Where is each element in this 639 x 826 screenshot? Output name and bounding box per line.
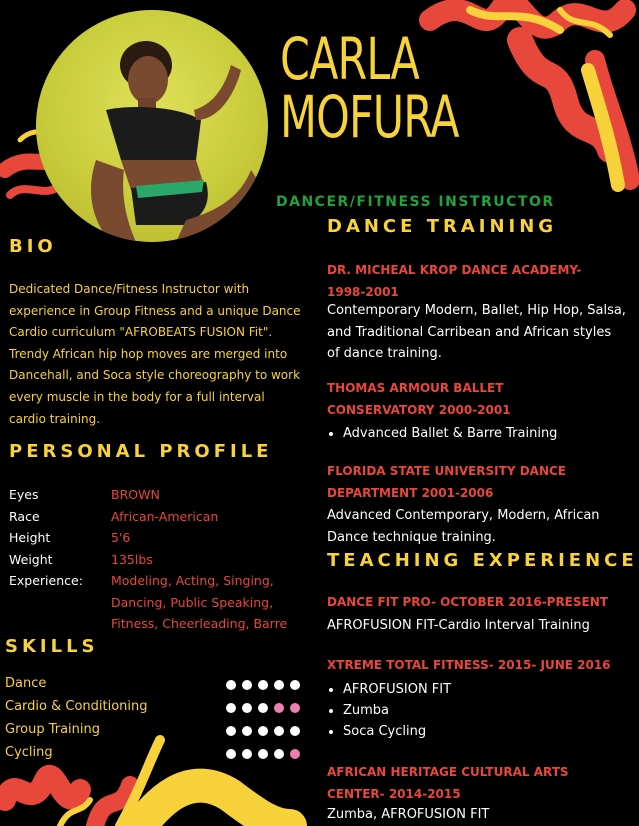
profile-label: Eyes <box>9 487 39 502</box>
teaching-institution: XTREME TOTAL FITNESS- 2015- JUNE 2016 <box>327 658 611 672</box>
rating-dot-filled <box>242 680 252 690</box>
personal-profile-heading: PERSONAL PROFILE <box>9 441 273 462</box>
rating-dot-empty <box>290 749 300 759</box>
rating-dot-filled <box>226 680 236 690</box>
skills-heading: SKILLS <box>5 636 99 657</box>
rating-dot-filled <box>242 726 252 736</box>
bio-heading: BIO <box>9 236 57 257</box>
skill-name: Group Training <box>5 722 101 737</box>
bio-text: Dedicated Dance/Fitness Instructor with experience in Group Fitness and a unique Dance Cardio curriculum "AFROBEATS FUSION Fit". Trendy African hip hop moves are merged into Dancehall, and Soca style choreography to work every muscle in the body for a full interval cardio training. <box>9 282 301 426</box>
skill-name: Cycling <box>5 745 53 760</box>
training-description: Advanced Contemporary, Modern, African Dance technique training. <box>327 508 600 545</box>
training-institution: THOMAS ARMOUR BALLET CONSERVATORY 2000-2001 <box>327 381 511 417</box>
skill-name: Cardio & Conditioning <box>5 699 148 714</box>
skill-name: Dance <box>5 676 47 691</box>
portrait-of-dancer-image <box>36 10 268 242</box>
profile-value: 5'6 <box>111 530 131 545</box>
rating-dot-filled <box>290 680 300 690</box>
dance-training-heading: DANCE TRAINING <box>327 216 558 237</box>
teaching-institution: AFRICAN HERITAGE CULTURAL ARTS CENTER- 2014-2015 <box>327 765 569 801</box>
teaching-bullet: • AFROFUSION FIT <box>343 679 451 700</box>
rating-dot-filled <box>258 726 268 736</box>
rating-dot-filled <box>226 726 236 736</box>
first-name: CARLA <box>280 25 419 93</box>
rating-dot-filled <box>258 680 268 690</box>
job-title: DANCER/FITNESS INSTRUCTOR <box>276 194 555 210</box>
last-name: MOFURA <box>280 83 459 151</box>
rating-dot-filled <box>242 703 252 713</box>
rating-dot-empty <box>274 703 284 713</box>
profile-value: BROWN <box>111 487 160 502</box>
rating-dot-filled <box>290 726 300 736</box>
training-institution: DR. MICHEAL KROP DANCE ACADEMY- 1998-2001 <box>327 263 582 299</box>
rating-dot-filled <box>242 749 252 759</box>
training-institution: FLORIDA STATE UNIVERSITY DANCE DEPARTMENT 2001-2006 <box>327 464 566 500</box>
profile-label: Experience: <box>9 573 83 588</box>
skill-rating <box>226 680 300 690</box>
name-heading <box>280 25 459 151</box>
profile-label: Height <box>9 530 51 545</box>
rating-dot-filled <box>274 749 284 759</box>
profile-photo <box>36 10 268 242</box>
teaching-bullet: • Zumba <box>343 700 451 721</box>
profile-label: Race <box>9 508 40 524</box>
teaching-experience-heading: TEACHING EXPERIENCE <box>327 550 638 571</box>
rating-dot-filled <box>274 726 284 736</box>
rating-dot-filled <box>258 749 268 759</box>
rating-dot-filled <box>274 680 284 690</box>
training-description: Contemporary Modern, Ballet, Hip Hop, Salsa, and Traditional Carribean and African styles of dance training. <box>327 303 626 361</box>
skill-rating <box>226 726 300 736</box>
skill-rating <box>226 749 300 759</box>
profile-value: 135lbs <box>111 551 153 567</box>
teaching-description: AFROFUSION FIT-Cardio Interval Training <box>327 618 590 633</box>
profile-label: Weight <box>9 551 53 567</box>
teaching-bullet: • Soca Cycling <box>343 721 451 742</box>
teaching-bullet-list <box>327 679 451 742</box>
rating-dot-empty <box>290 703 300 713</box>
training-bullet: • Advanced Ballet & Barre Training <box>343 423 557 444</box>
teaching-institution: DANCE FIT PRO- OCTOBER 2016-PRESENT <box>327 595 608 609</box>
profile-value: African-American <box>111 508 219 524</box>
skill-rating <box>226 703 300 713</box>
rating-dot-filled <box>226 749 236 759</box>
teaching-description: Zumba, AFROFUSION FIT <box>327 807 490 822</box>
rating-dot-filled <box>258 703 268 713</box>
rating-dot-filled <box>226 703 236 713</box>
training-bullet-list <box>327 423 557 444</box>
profile-value: Modeling, Acting, Singing, Dancing, Public Speaking, Fitness, Cheerleading, Barre <box>111 573 288 631</box>
